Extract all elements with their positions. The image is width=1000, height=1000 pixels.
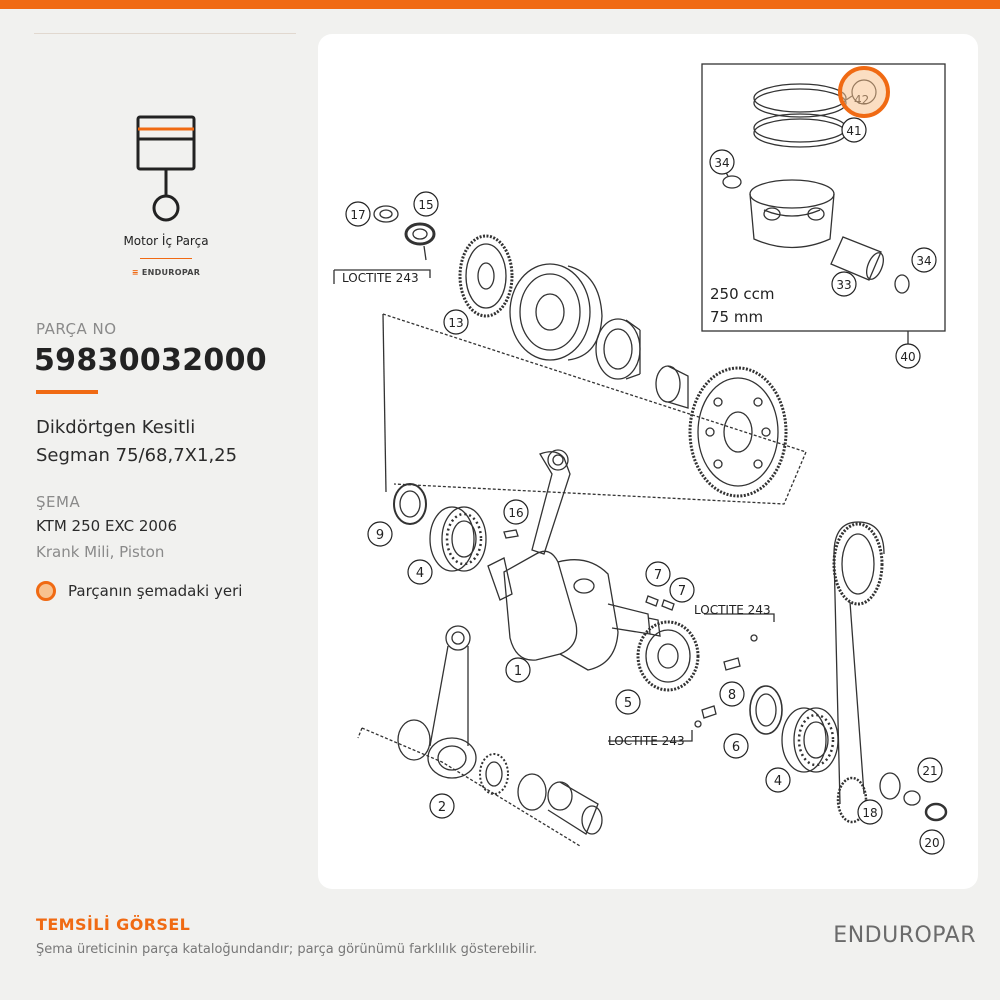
callout-33[interactable] bbox=[832, 272, 856, 296]
connecting-rod bbox=[428, 626, 476, 778]
schema-group: Krank Mili, Piston bbox=[36, 543, 165, 561]
seal-9 bbox=[394, 484, 426, 524]
diagram-panel[interactable] bbox=[318, 34, 978, 889]
brand-logo-icon: ≡ bbox=[131, 268, 142, 277]
crankshaft bbox=[488, 450, 663, 670]
washer-17 bbox=[374, 206, 398, 222]
callout-20[interactable] bbox=[920, 830, 944, 854]
callout-leader bbox=[424, 246, 426, 260]
part-number-label: PARÇA NO bbox=[36, 320, 117, 338]
part-name-line2: Segman 75/68,7X1,25 bbox=[36, 445, 238, 466]
callout-21-text: 21 bbox=[922, 764, 938, 778]
part-name-line1: Dikdörtgen Kesitli bbox=[36, 417, 196, 438]
category-label: Motor İç Parça bbox=[123, 234, 209, 248]
seal-9-inner bbox=[400, 491, 420, 517]
drive-gear-5 bbox=[638, 622, 698, 690]
callout-16[interactable] bbox=[504, 500, 528, 524]
legend-text: Parçanın şemadaki yeri bbox=[68, 582, 243, 600]
callout-8[interactable] bbox=[720, 682, 744, 706]
callout-4-text: 4 bbox=[773, 774, 783, 789]
callout-6-text: 6 bbox=[731, 740, 741, 755]
circlip bbox=[895, 275, 909, 293]
part-number: 59830032000 bbox=[34, 343, 267, 378]
callout-17-text: 17 bbox=[350, 208, 366, 222]
callout-4-right[interactable] bbox=[766, 768, 790, 792]
nut-15 bbox=[406, 224, 434, 244]
washer-21 bbox=[904, 791, 920, 805]
washer-6 bbox=[750, 686, 782, 734]
callout-7-text: 7 bbox=[677, 584, 687, 599]
callout-40[interactable] bbox=[896, 344, 920, 368]
washer-17-hole bbox=[380, 210, 392, 218]
callout-6[interactable] bbox=[724, 734, 748, 758]
callout-34-text: 34 bbox=[714, 156, 730, 170]
clutch-drum bbox=[510, 264, 602, 360]
category-brand bbox=[120, 268, 212, 277]
callout-34-text: 34 bbox=[916, 254, 932, 268]
callout-2[interactable] bbox=[430, 794, 454, 818]
disclaimer-title: TEMSİLİ GÖRSEL bbox=[36, 915, 191, 934]
callout-5[interactable] bbox=[616, 690, 640, 714]
primary-gear bbox=[690, 368, 786, 496]
callout-15[interactable] bbox=[414, 192, 438, 216]
category-brand-text: ENDUROPAR bbox=[141, 268, 201, 277]
callout-40-text: 40 bbox=[900, 350, 916, 364]
callout-7-text: 7 bbox=[653, 568, 663, 583]
pin-7 bbox=[662, 600, 674, 610]
callout-4-left[interactable] bbox=[408, 560, 432, 584]
callout-33-text: 33 bbox=[836, 278, 852, 292]
crank-pin bbox=[548, 782, 602, 834]
callout-1[interactable] bbox=[506, 658, 530, 682]
timing-chain bbox=[834, 522, 884, 822]
callout-9[interactable] bbox=[368, 522, 392, 546]
footer-brand: ENDUROPAR bbox=[833, 923, 976, 948]
callout-2-text: 2 bbox=[437, 800, 447, 815]
callout-17[interactable] bbox=[346, 202, 370, 226]
callout-7-a[interactable] bbox=[646, 562, 670, 586]
needle-bearing bbox=[656, 366, 688, 408]
nut-15-hole bbox=[413, 229, 427, 239]
callout-5-text: 5 bbox=[623, 696, 633, 711]
gear-13 bbox=[460, 236, 512, 316]
part-location-highlight bbox=[840, 68, 888, 116]
callout-13-text: 13 bbox=[448, 316, 464, 330]
disclaimer-text: Şema üreticinin parça kataloğundandır; parça görünümü farklılık gösterebilir. bbox=[36, 942, 538, 957]
piston bbox=[750, 180, 834, 248]
main-bearing-right bbox=[782, 708, 838, 772]
dowel bbox=[695, 721, 701, 727]
category-badge bbox=[104, 106, 228, 276]
schema-model: KTM 250 EXC 2006 bbox=[36, 517, 178, 535]
circlip bbox=[723, 176, 741, 188]
callout-7-b[interactable] bbox=[670, 578, 694, 602]
callout-18[interactable] bbox=[858, 800, 882, 824]
main-bearing-left bbox=[430, 507, 486, 571]
piston-icon bbox=[130, 114, 202, 226]
assembly-outline bbox=[383, 314, 386, 492]
loctite-label: LOCTITE 243 bbox=[694, 603, 771, 617]
callout-34-b[interactable] bbox=[912, 248, 936, 272]
callout-1-text: 1 bbox=[513, 664, 523, 679]
category-underline bbox=[140, 258, 192, 259]
piston-rings bbox=[754, 84, 846, 147]
callout-21[interactable] bbox=[918, 758, 942, 782]
screw-8 bbox=[724, 658, 740, 670]
nut-20 bbox=[926, 804, 946, 820]
woodruff-key-16 bbox=[504, 530, 518, 538]
displacement-label: 250 ccm bbox=[710, 285, 775, 303]
highlight-marker-icon bbox=[36, 581, 56, 601]
bore-label: 75 mm bbox=[710, 308, 764, 326]
loctite-label: LOCTITE 243 bbox=[608, 734, 685, 748]
location-legend bbox=[36, 580, 242, 602]
schema-label: ŞEMA bbox=[36, 493, 81, 511]
thrust-washer bbox=[398, 720, 430, 760]
washer-6-inner bbox=[756, 694, 776, 726]
part-number-underline bbox=[36, 390, 98, 394]
pin-7 bbox=[646, 596, 658, 606]
bearing-cage bbox=[596, 319, 640, 379]
screw-8 bbox=[702, 706, 716, 718]
conrod-set-outline bbox=[358, 728, 580, 846]
top-accent-bar bbox=[0, 0, 1000, 9]
exploded-parts-diagram bbox=[318, 34, 978, 889]
part-name bbox=[36, 414, 296, 470]
assembly-outline bbox=[383, 314, 806, 504]
callout-16-text: 16 bbox=[508, 506, 524, 520]
callout-9-text: 9 bbox=[375, 528, 385, 543]
callout-34-a[interactable] bbox=[710, 150, 734, 174]
top-divider bbox=[34, 33, 296, 34]
callout-41[interactable] bbox=[842, 118, 866, 142]
callout-20-text: 20 bbox=[924, 836, 940, 850]
callout-15-text: 15 bbox=[418, 198, 434, 212]
thrust-washer bbox=[518, 774, 546, 810]
callout-41-text: 41 bbox=[846, 124, 862, 138]
callout-4-text: 4 bbox=[415, 566, 425, 581]
callout-18-text: 18 bbox=[862, 806, 878, 820]
circlip-18 bbox=[880, 773, 900, 799]
callout-13[interactable] bbox=[444, 310, 468, 334]
loctite-label: LOCTITE 243 bbox=[342, 271, 419, 285]
dowel bbox=[751, 635, 757, 641]
callout-8-text: 8 bbox=[727, 688, 737, 703]
